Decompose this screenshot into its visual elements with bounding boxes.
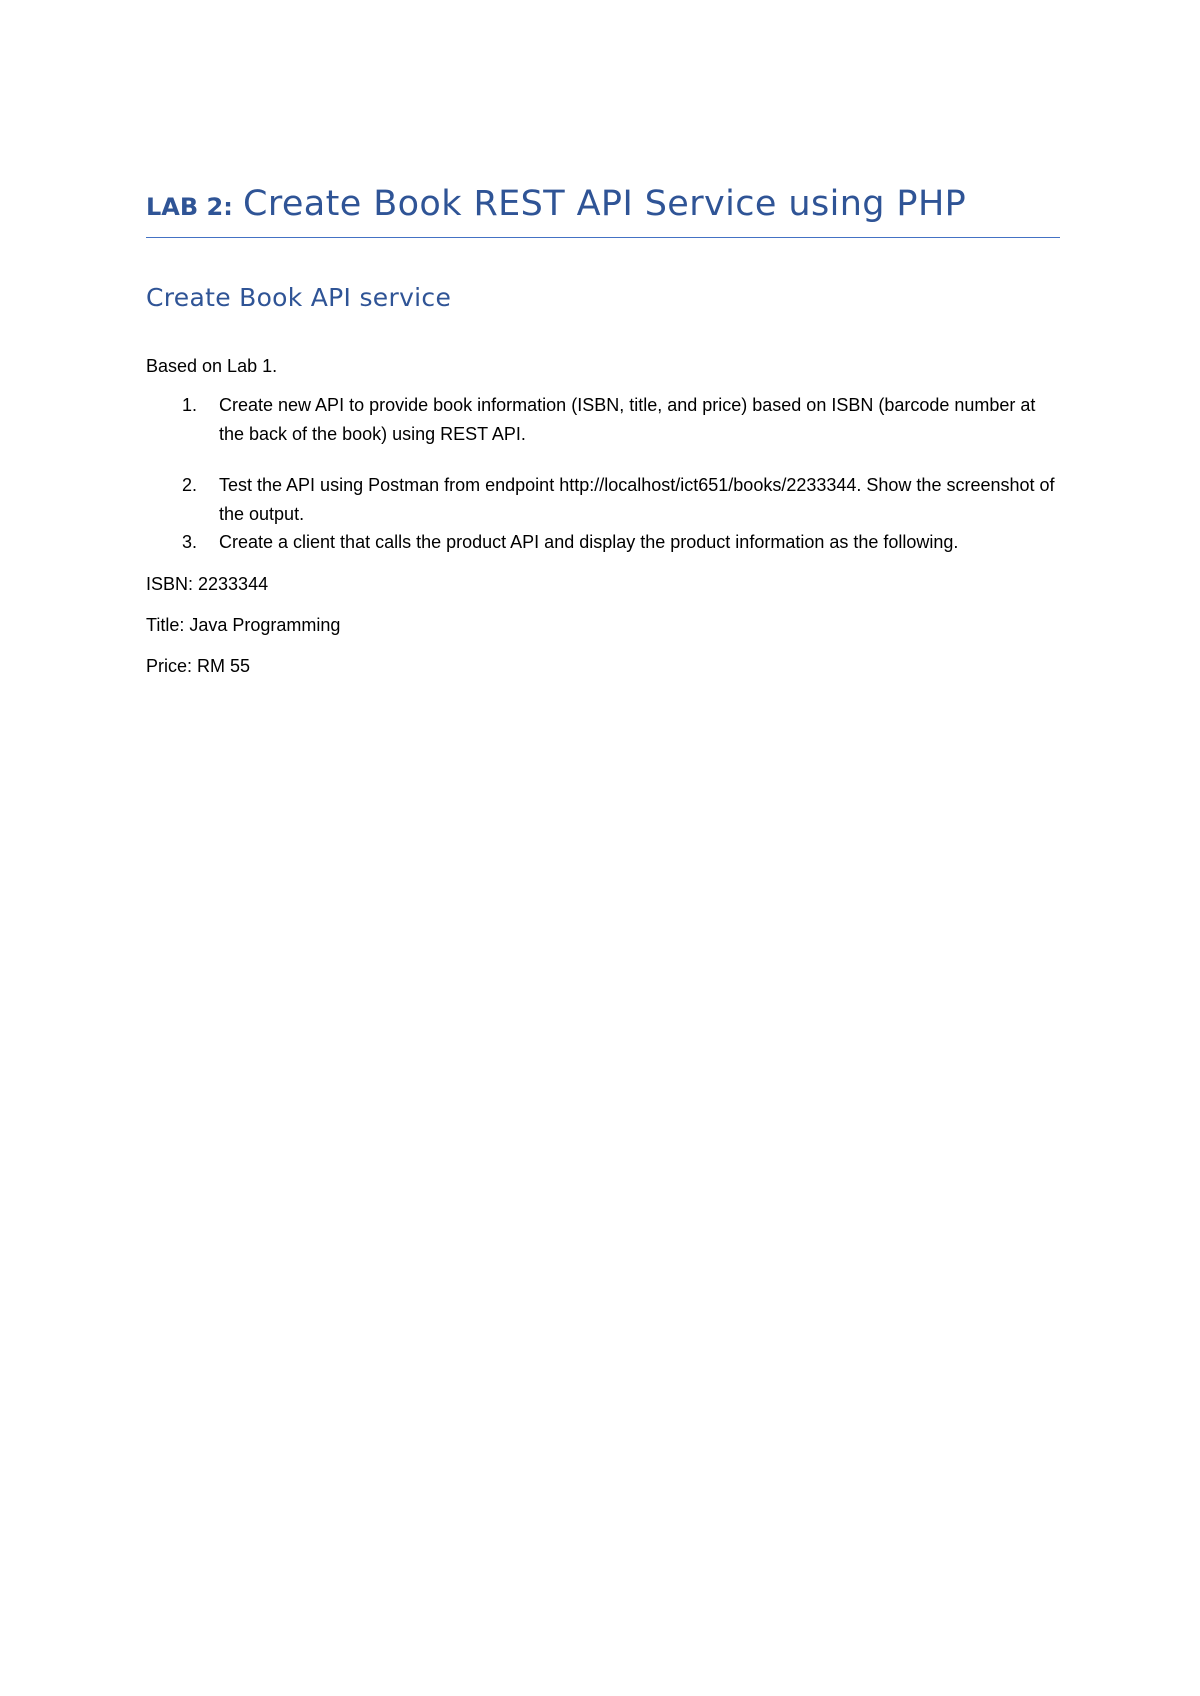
list-item bbox=[146, 471, 1060, 528]
output-isbn: ISBN: 2233344 bbox=[146, 573, 269, 594]
document-page bbox=[146, 176, 1060, 680]
output-price: Price: RM 55 bbox=[146, 655, 251, 676]
page-title bbox=[146, 176, 1060, 238]
intro-paragraph: Based on Lab 1. bbox=[146, 356, 278, 376]
list-item-text: Create new API to provide book information (ISBN, title, and price) based on ISBN (barcode number at the back of the book) using REST API. bbox=[219, 395, 1036, 444]
list-item bbox=[146, 391, 1060, 448]
steps-list bbox=[146, 391, 1060, 557]
title-prefix: LAB 2: bbox=[146, 193, 233, 221]
list-item-number: 3. bbox=[182, 532, 198, 552]
list-item-text: Test the API using Postman from endpoint http://localhost/ict651/books/2233344. Show the screenshot of the output. bbox=[219, 475, 1055, 524]
section-heading: Create Book API service bbox=[146, 283, 452, 312]
output-title: Title: Java Programming bbox=[146, 614, 341, 635]
list-item-number: 2. bbox=[182, 475, 198, 495]
list-item bbox=[146, 528, 1060, 557]
list-item-number: 1. bbox=[182, 395, 198, 415]
list-item-text: Create a client that calls the product API and display the product information as the following. bbox=[219, 532, 959, 552]
title-main: Create Book REST API Service using PHP bbox=[242, 184, 967, 224]
